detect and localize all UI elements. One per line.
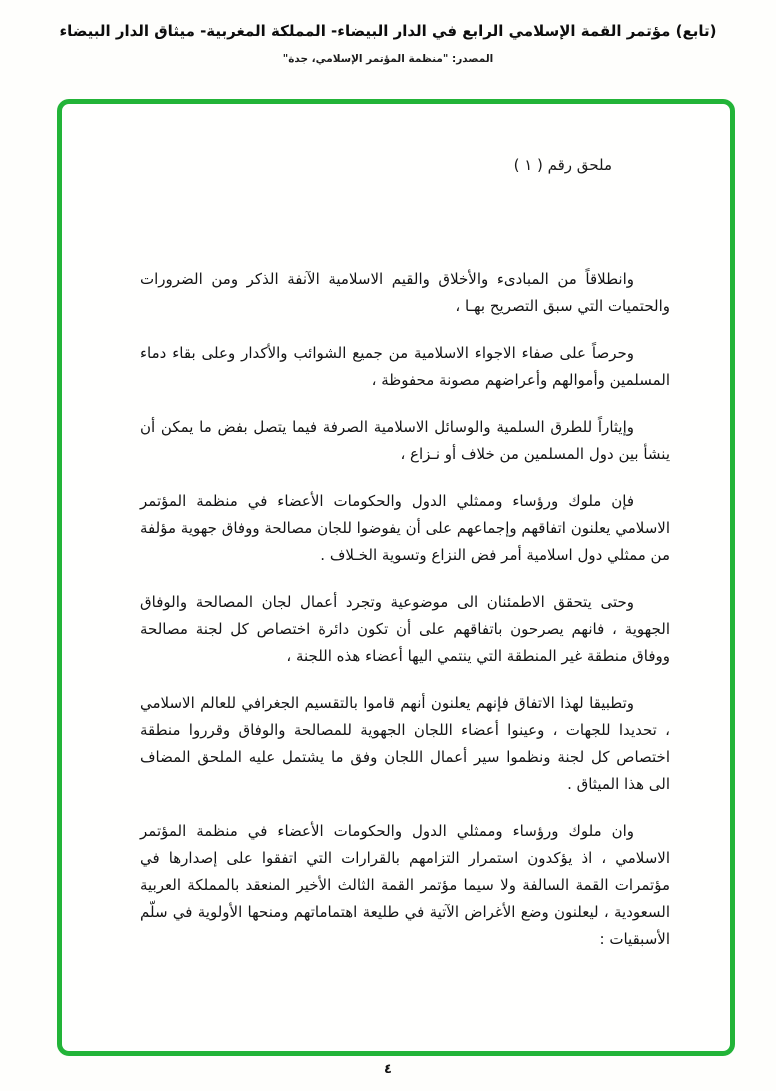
page-number: ٤ (384, 1062, 392, 1077)
page-footer (0, 1058, 776, 1077)
document-paragraph: فإن ملوك ورؤساء وممثلي الدول والحكومات الأعضاء في منظمة المؤتمر الاسلامي يعلنون اتفاقهم وإجماعهم على أن يفوضوا للجان مصالحة ووفاق جهوية مؤلفة من ممثلي دول اسلامية أمر فض النزاع وتسوية الخـلاف . (140, 492, 670, 564)
document-paragraph: وانطلاقاً من المبادىء والأخلاق والقيم الاسلامية الآنفة الذكر ومن الضرورات والحتميات التي سبق التصريح بهـا ، (140, 270, 670, 315)
document-frame (57, 99, 735, 1056)
annex-label: ملحق رقم ( ١ ) (513, 156, 612, 174)
document-paragraph: وتطبيقا لهذا الاتفاق فإنهم يعلنون أنهم قاموا بالتقسيم الجغرافي للعالم الاسلامي ، تحديدا للجهات ، وعينوا أعضاء اللجان الجهوية للمصالحة والوفاق وقرروا منطقة اختصاص كل لجنة ونظموا سير أعمال اللجان وفق ما يشتمل عليه الملحق المضاف الى هذا الميثاق . (140, 694, 670, 793)
document-body (140, 266, 670, 973)
page-header (0, 22, 776, 65)
document-paragraph: وإيثاراً للطرق السلمية والوسائل الاسلامية الصرفة فيما يتصل بفض ما يمكن أن ينشأ بين دول المسلمين من خلاف أو نـزاع ، (140, 418, 670, 463)
document-source-line: المصدر: "منظمة المؤتمر الإسلامي، جدة" (282, 53, 494, 65)
document-paragraph: وحرصاً على صفاء الاجواء الاسلامية من جميع الشوائب والأكدار وعلى بقاء دماء المسلمين وأموالهم وأعراضهم مصونة محفوظة ، (140, 344, 670, 389)
document-paragraph: وان ملوك ورؤساء وممثلي الدول والحكومات الأعضاء في منظمة المؤتمر الاسلامي ، اذ يؤكدون استمرار التزامهم بالقرارات التي اتفقوا على إصدارها في مؤتمرات القمة السالفة ولا سيما مؤتمر القمة الثالث الأخير المنعقد بالمملكة العربية السعودية ، ليعلنون وضع الأغراض الآتية في طليعة اهتماماتهم ومنحها الأولوية في سلّم الأسبقيات : (140, 822, 670, 948)
document-title: (تابع) مؤتمر القمة الإسلامي الرابع في الدار البيضاء- المملكة المغربية- ميثاق الدار البيضاء (59, 22, 717, 40)
document-paragraph: وحتى يتحقق الاطمئنان الى موضوعية وتجرد أعمال لجان المصالحة والوفاق الجهوية ، فانهم يصرحون باتفاقهم على أن تكون دائرة اختصاص كل لجنة مصالحة ووفاق منطقة غير المنطقة التي ينتمي اليها أعضاء هذه اللجنة ، (140, 593, 670, 665)
